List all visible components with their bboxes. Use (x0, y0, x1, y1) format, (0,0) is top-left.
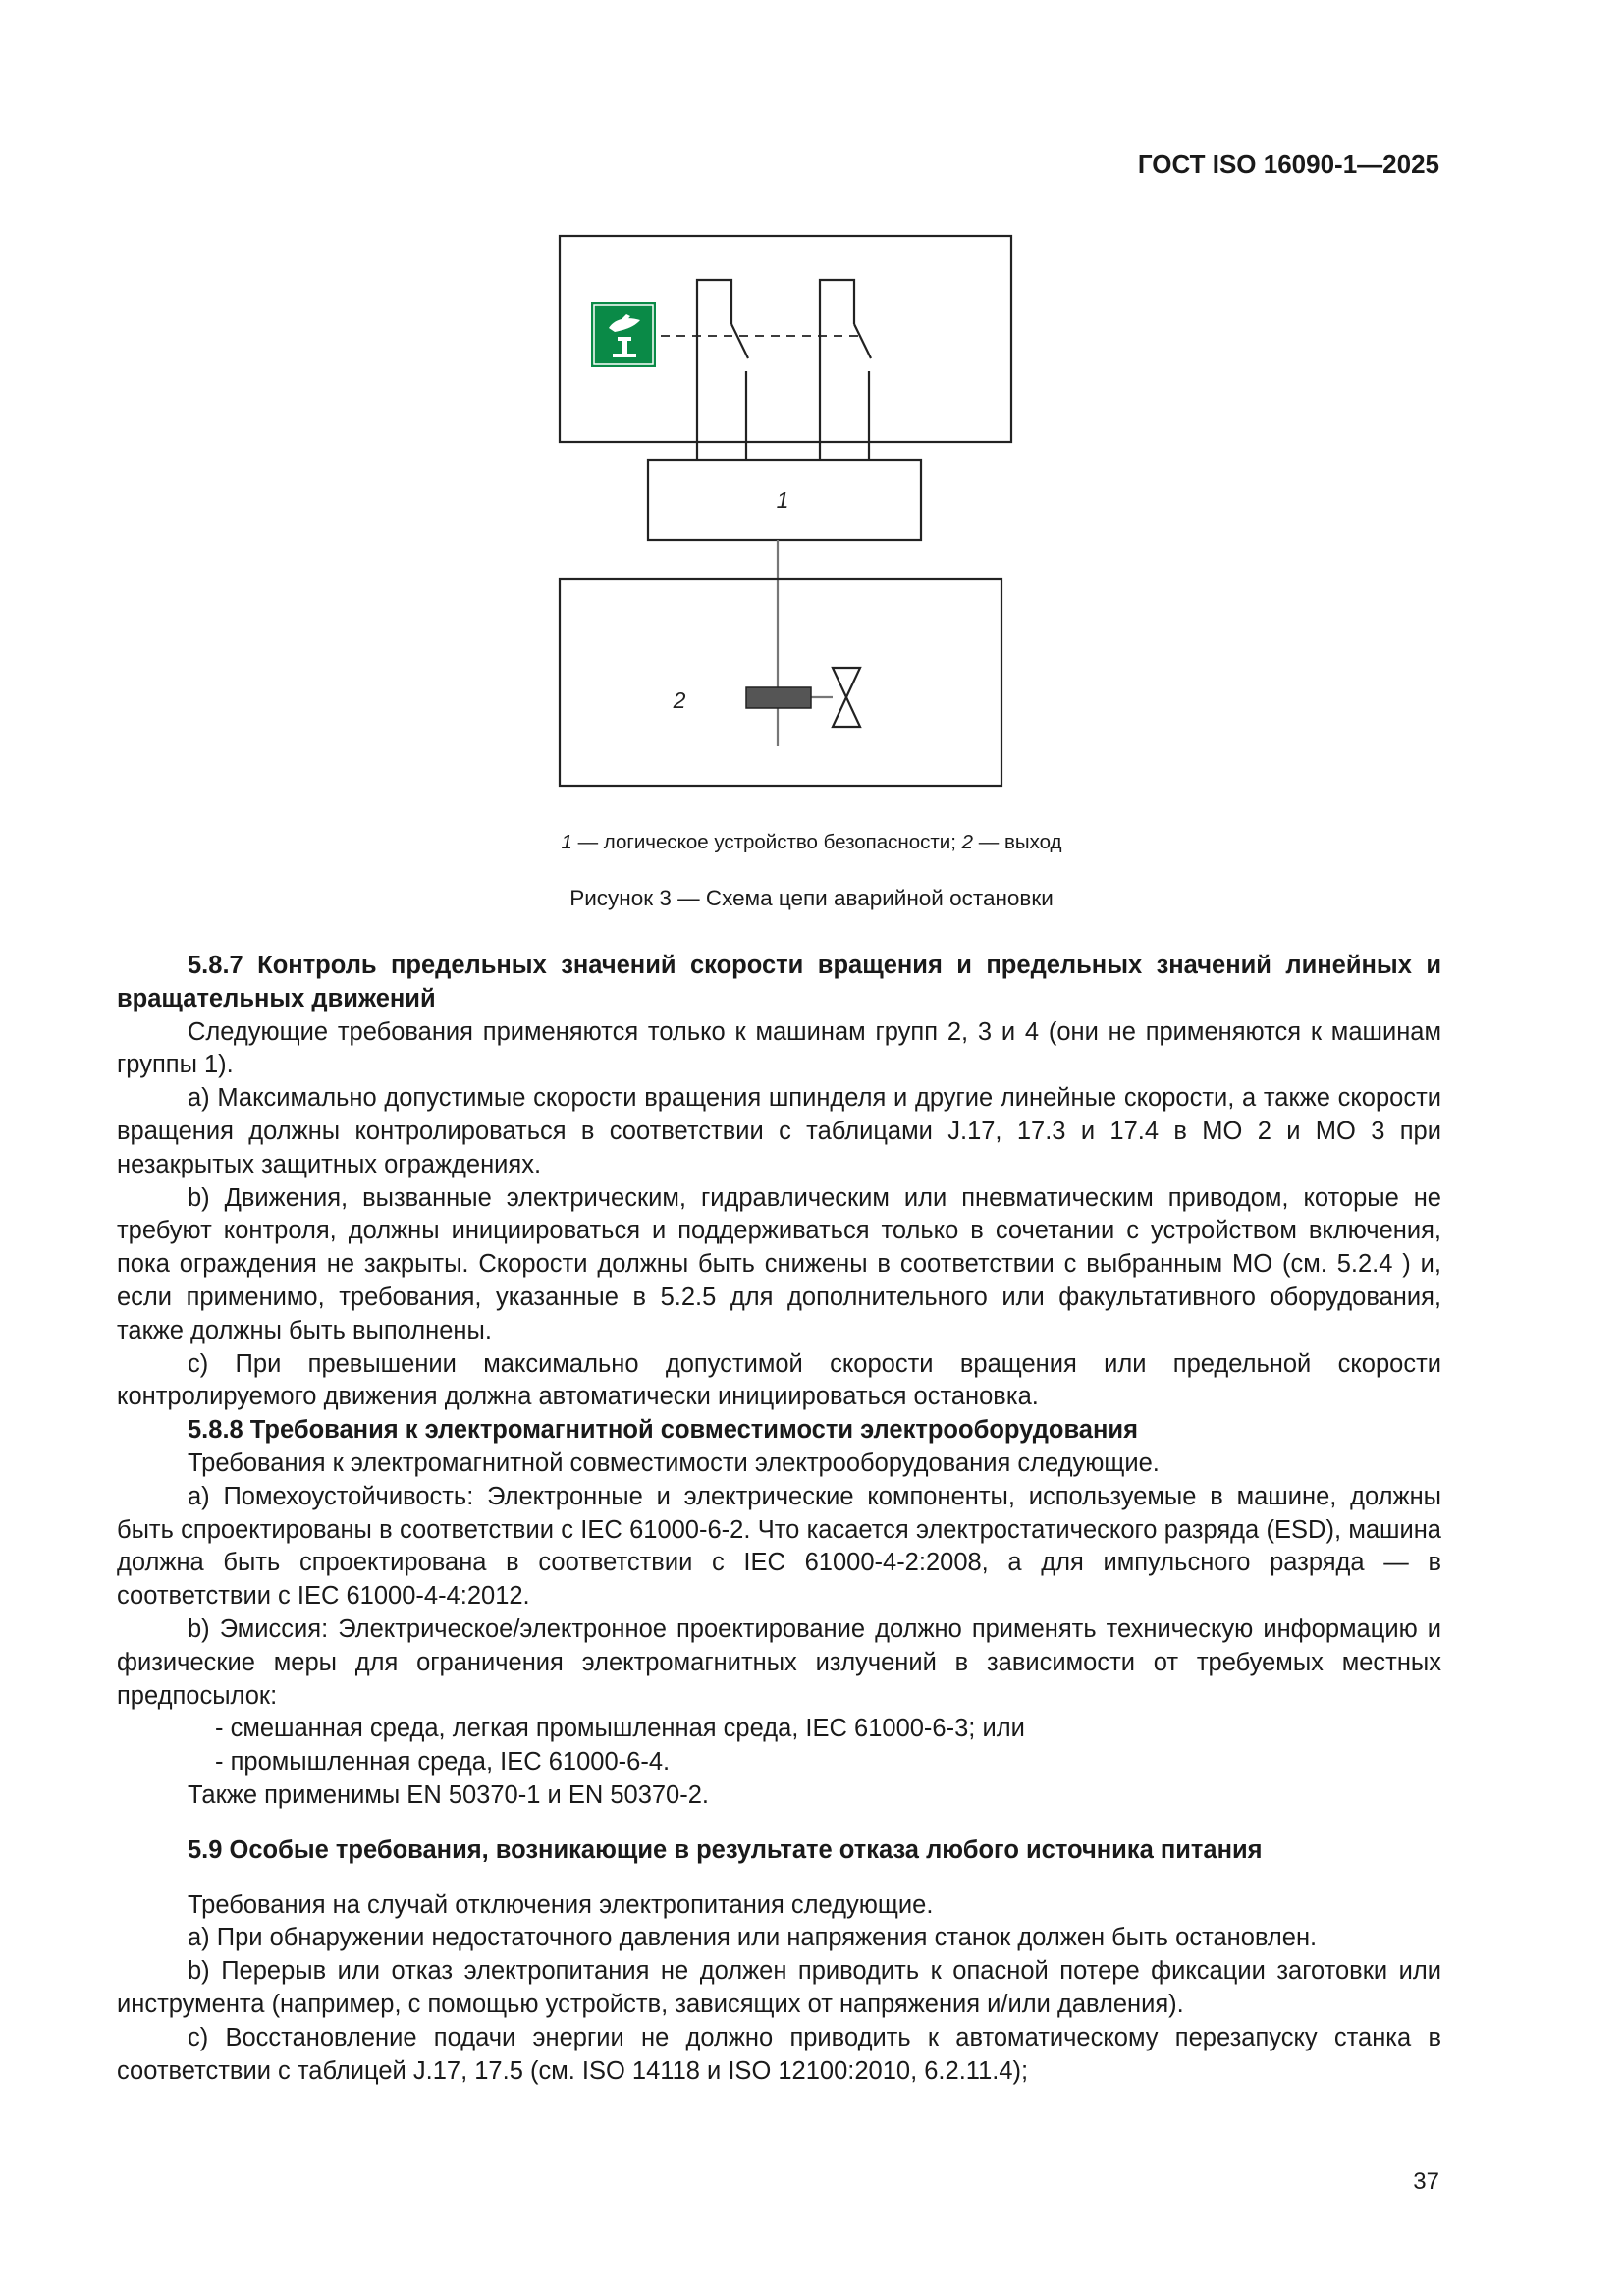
paragraph-5-8-7-a: a) Максимально допустимые скорости вращения шпинделя и другие линейные скорости, а также скорости вращения должны контролироваться в соответствии с таблицами J.17, 17.3 и 17.4 в МО 2 и МО 3 при незакрытых защитных ограждениях. (117, 1084, 1441, 1178)
heading-5-8-7: 5.8.7 Контроль предельных значений скорости вращения и предельных значений линейных и вращательных движений (117, 952, 1441, 1012)
contact-1-left-wire (697, 280, 731, 460)
legend-text-1: — логическое устройство безопасности; (571, 831, 962, 853)
paragraph-5-8-7-c: c) При превышении максимально допустимой скорости вращения или предельной скорости контролируемого движения должна автоматически инициироваться остановка. (117, 1349, 1441, 1411)
paragraph-5-9-intro: Требования на случай отключения электропитания следующие. (188, 1890, 934, 1919)
paragraph-5-8-7-intro: Следующие требования применяются только к машинам групп 2, 3 и 4 (они не применяются к машинам группы 1). (117, 1017, 1441, 1079)
figure-caption: Рисунок 3 — Схема цепи аварийной остановки (569, 886, 1054, 910)
label-output: 2 (673, 687, 686, 713)
paragraph-5-8-8-b: b) Эмиссия: Электрическое/электронное проектирование должно применять техническую информацию и физические меры для ограничения электромагнитных излучений в зависимости от требуемых местных предпосылок: (117, 1614, 1441, 1710)
page-number: 37 (1413, 2168, 1439, 2195)
document-body (117, 950, 1441, 2088)
list-item: - промышленная среда, IEC 61000-6-4. (215, 1748, 671, 1777)
paragraph-5-9-a: a) При обнаружении недостаточного давления или напряжения станок должен быть остановлен. (188, 1924, 1318, 1952)
list-item: - смешанная среда, легкая промышленная среда, IEC 61000-6-3; или (215, 1715, 1025, 1743)
contact-2-left-wire (820, 280, 854, 460)
heading-5-8-8: 5.8.8 Требования к электромагнитной совместимости электрооборудования (188, 1416, 1138, 1445)
emergency-stop-sign-icon (591, 302, 656, 367)
label-safety-logic: 1 (776, 487, 789, 513)
heading-5-9: 5.9 Особые требования, возникающие в результате отказа любого источника питания (188, 1835, 1263, 1864)
legend-number-2: 2 (961, 831, 974, 853)
paragraph-5-8-7-b: b) Движения, вызванные электрическим, гидравлическим или пневматическим приводом, которые не требуют контроля, должны инициироваться и поддерживаться только в сочетании с устройством включения, пока ограждения не закрыты. Скорости должны быть снижены в соответствии с выбранным МО (см. 5.2.4 ) и, если применимо, требования, указанные в 5.2.5 для дополнительного или факультативного оборудования, также должны быть выполнены. (117, 1183, 1441, 1344)
paragraph-5-8-8-intro: Требования к электромагнитной совместимости электрооборудования следующие. (188, 1449, 1160, 1477)
output-enclosure (560, 579, 1001, 786)
legend-text-2: — выход (973, 831, 1062, 853)
output-actuator (746, 687, 811, 708)
figure-legend (0, 831, 1623, 854)
paragraph-5-9-b: b) Перерыв или отказ электропитания не должен приводить к опасной потере фиксации заготовки или инструмента (например, с помощью устройств, зависящих от напряжения и/или давления). (117, 1957, 1441, 2018)
valve-symbol (833, 668, 860, 727)
paragraph-5-8-8-also: Также применимы EN 50370-1 и EN 50370-2. (188, 1780, 709, 1809)
contact-1-blade (731, 324, 748, 358)
emergency-stop-circuit-diagram (550, 226, 1021, 815)
document-id: ГОСТ ISO 16090-1—2025 (1137, 149, 1439, 179)
contact-2-blade (854, 324, 871, 358)
paragraph-5-8-8-a: a) Помехоустойчивость: Электронные и электрические компоненты, используемые в машине, должны быть спроектированы в соответствии с IEC 61000-6-2. Что касается электростатического разряда (ESD), машина должна быть спроектирована в соответствии с IEC 61000-4-2:2008, а для импульсного разряда — в соответствии с IEC 61000-4-4:2012. (117, 1482, 1441, 1611)
paragraph-5-9-c: c) Восстановление подачи энергии не должно приводить к автоматическому перезапуску станка в соответствии с таблицей J.17, 17.5 (см. ISO 14118 и ISO 12100:2010, 6.2.11.4); (117, 2023, 1441, 2085)
legend-number-1: 1 (561, 831, 572, 853)
